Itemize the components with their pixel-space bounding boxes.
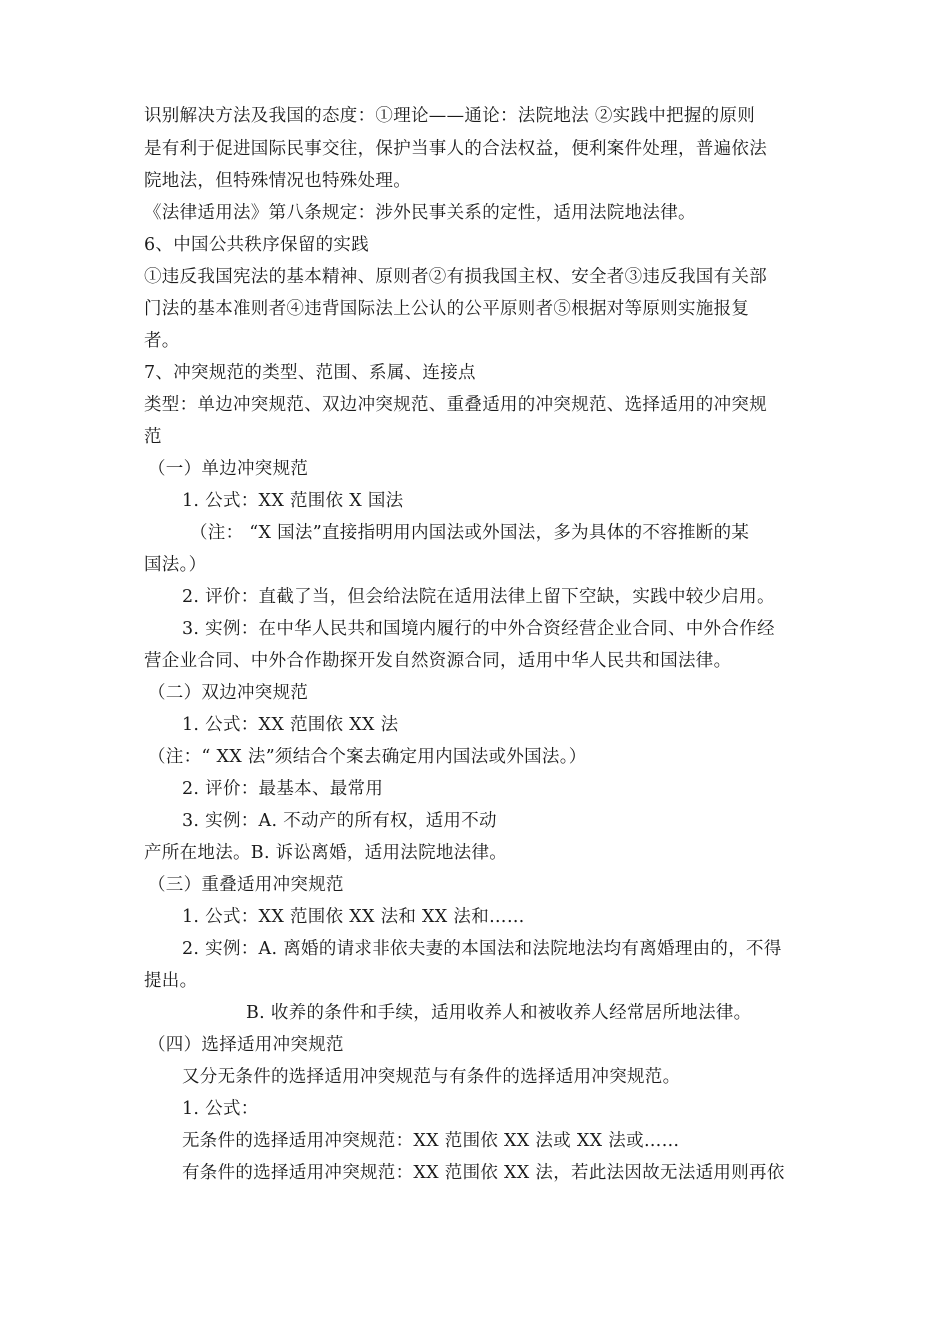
text-line: 1. 公式：XX 范围依 X 国法 bbox=[182, 491, 404, 511]
text-line: 国法。） bbox=[144, 555, 207, 575]
subsection-heading: （一）单边冲突规范 bbox=[148, 459, 309, 479]
text-line: 无条件的选择适用冲突规范：XX 范围依 XX 法或 XX 法或…… bbox=[182, 1131, 680, 1151]
text-line: 1. 公式： bbox=[182, 1099, 259, 1119]
text-line: 提出。 bbox=[144, 971, 198, 991]
text-line: 又分无条件的选择适用冲突规范与有条件的选择适用冲突规范。 bbox=[182, 1067, 681, 1087]
text-line: ①违反我国宪法的基本精神、原则者②有损我国主权、安全者③违反我国有关部 bbox=[144, 267, 767, 287]
text-line: 识别解决方法及我国的态度：①理论——通论：法院地法 ②实践中把握的原则 bbox=[144, 106, 756, 126]
subsection-heading: （二）双边冲突规范 bbox=[148, 683, 309, 703]
text-line: 《法律适用法》第八条规定：涉外民事关系的定性，适用法院地法律。 bbox=[144, 203, 696, 223]
section-heading: 6、中国公共秩序保留的实践 bbox=[144, 235, 370, 255]
text-line: 3. 实例：A. 不动产的所有权，适用不动 bbox=[182, 811, 497, 831]
text-line: B. 收养的条件和手续，适用收养人和被收养人经常居所地法律。 bbox=[246, 1003, 752, 1023]
text-line: 2. 实例：A. 离婚的请求非依夫妻的本国法和法院地法均有离婚理由的，不得 bbox=[182, 939, 782, 959]
text-line: 2. 评价：直截了当，但会给法院在适用法律上留下空缺，实践中较少启用。 bbox=[182, 587, 775, 607]
text-line: 门法的基本准则者④违背国际法上公认的公平原则者⑤根据对等原则实施报复 bbox=[144, 299, 750, 319]
section-heading: 7、冲突规范的类型、范围、系属、连接点 bbox=[144, 363, 476, 383]
text-line: 范 bbox=[144, 427, 162, 447]
text-line: 是有利于促进国际民事交往，保护当事人的合法权益，便利案件处理，普遍依法 bbox=[144, 139, 767, 159]
text-line: 有条件的选择适用冲突规范：XX 范围依 XX 法，若此法因故无法适用则再依 bbox=[182, 1163, 785, 1183]
text-line: 1. 公式：XX 范围依 XX 法 bbox=[182, 715, 399, 735]
text-line: 3. 实例：在中华人民共和国境内履行的中外合资经营企业合同、中外合作经 bbox=[182, 619, 775, 639]
text-line: 院地法，但特殊情况也特殊处理。 bbox=[144, 171, 411, 191]
subsection-heading: （四）选择适用冲突规范 bbox=[148, 1035, 344, 1055]
text-line: 营企业合同、中外合作勘探开发自然资源合同，适用中华人民共和国法律。 bbox=[144, 651, 732, 671]
text-line: 类型：单边冲突规范、双边冲突规范、重叠适用的冲突规范、选择适用的冲突规 bbox=[144, 395, 767, 415]
text-line: 者。 bbox=[144, 331, 180, 351]
text-line: （注：“ XX 法”须结合个案去确定用内国法或外国法。） bbox=[148, 747, 587, 767]
text-line: 产所在地法。B. 诉讼离婚，适用法院地法律。 bbox=[144, 843, 508, 863]
text-line: （注： “X 国法”直接指明用内国法或外国法，多为具体的不容推断的某 bbox=[190, 523, 750, 543]
subsection-heading: （三）重叠适用冲突规范 bbox=[148, 875, 344, 895]
text-line: 2. 评价：最基本、最常用 bbox=[182, 779, 384, 799]
text-line: 1. 公式：XX 范围依 XX 法和 XX 法和…… bbox=[182, 907, 525, 927]
